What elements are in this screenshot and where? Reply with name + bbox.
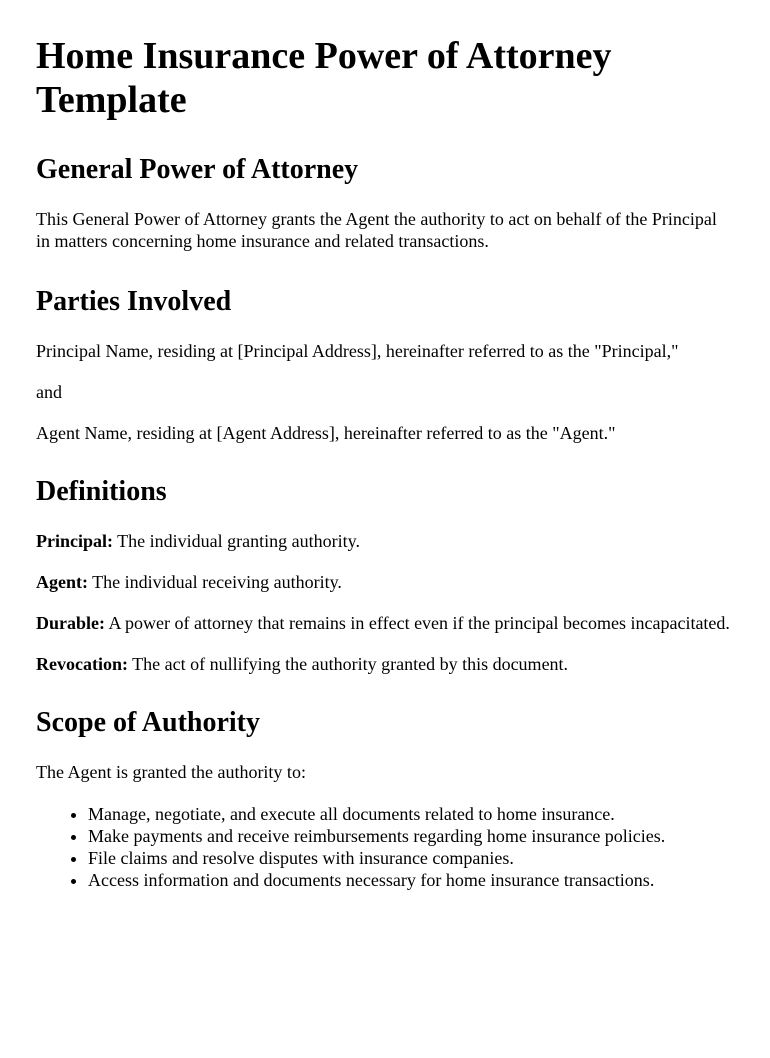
principal-paragraph: Principal Name, residing at [Principal Address], hereinafter referred to as the "Principal," [36, 341, 679, 361]
and-paragraph: and [36, 382, 62, 402]
definition-text: The individual granting authority. [113, 531, 360, 551]
definition-text: A power of attorney that remains in effect even if the principal becomes incapacitated. [105, 613, 730, 633]
general-paragraph: This General Power of Attorney grants the Agent the authority to act on behalf of the Principal in matters concerning home insurance and related transactions. [36, 209, 717, 251]
section-heading-parties: Parties Involved [36, 286, 232, 317]
definition-revocation [36, 653, 734, 675]
definition-term: Agent: [36, 572, 88, 592]
list-item: • Manage, negotiate, and execute all documents related to home insurance. [88, 803, 734, 825]
definition-principal [36, 530, 734, 552]
definition-term: Durable: [36, 613, 105, 633]
definition-text: The individual receiving authority. [88, 572, 342, 592]
list-item: • Make payments and receive reimbursements regarding home insurance policies. [88, 825, 734, 847]
scope-intro: The Agent is granted the authority to: [36, 762, 306, 782]
agent-paragraph: Agent Name, residing at [Agent Address], hereinafter referred to as the "Agent." [36, 423, 616, 443]
definition-term: Principal: [36, 531, 113, 551]
document-page [0, 34, 770, 891]
section-heading-definitions: Definitions [36, 476, 167, 507]
definition-durable [36, 612, 734, 634]
definition-agent [36, 571, 734, 593]
section-heading-general: General Power of Attorney [36, 154, 359, 185]
definition-text: The act of nullifying the authority granted by this document. [127, 654, 569, 674]
page-title: Home Insurance Power of Attorney Template [36, 35, 612, 121]
scope-list [36, 803, 734, 891]
list-item: • Access information and documents necessary for home insurance transactions. [88, 869, 734, 891]
section-heading-scope: Scope of Authority [36, 707, 260, 738]
definition-term: Revocation: [36, 654, 128, 674]
list-item: • File claims and resolve disputes with insurance companies. [88, 847, 734, 869]
